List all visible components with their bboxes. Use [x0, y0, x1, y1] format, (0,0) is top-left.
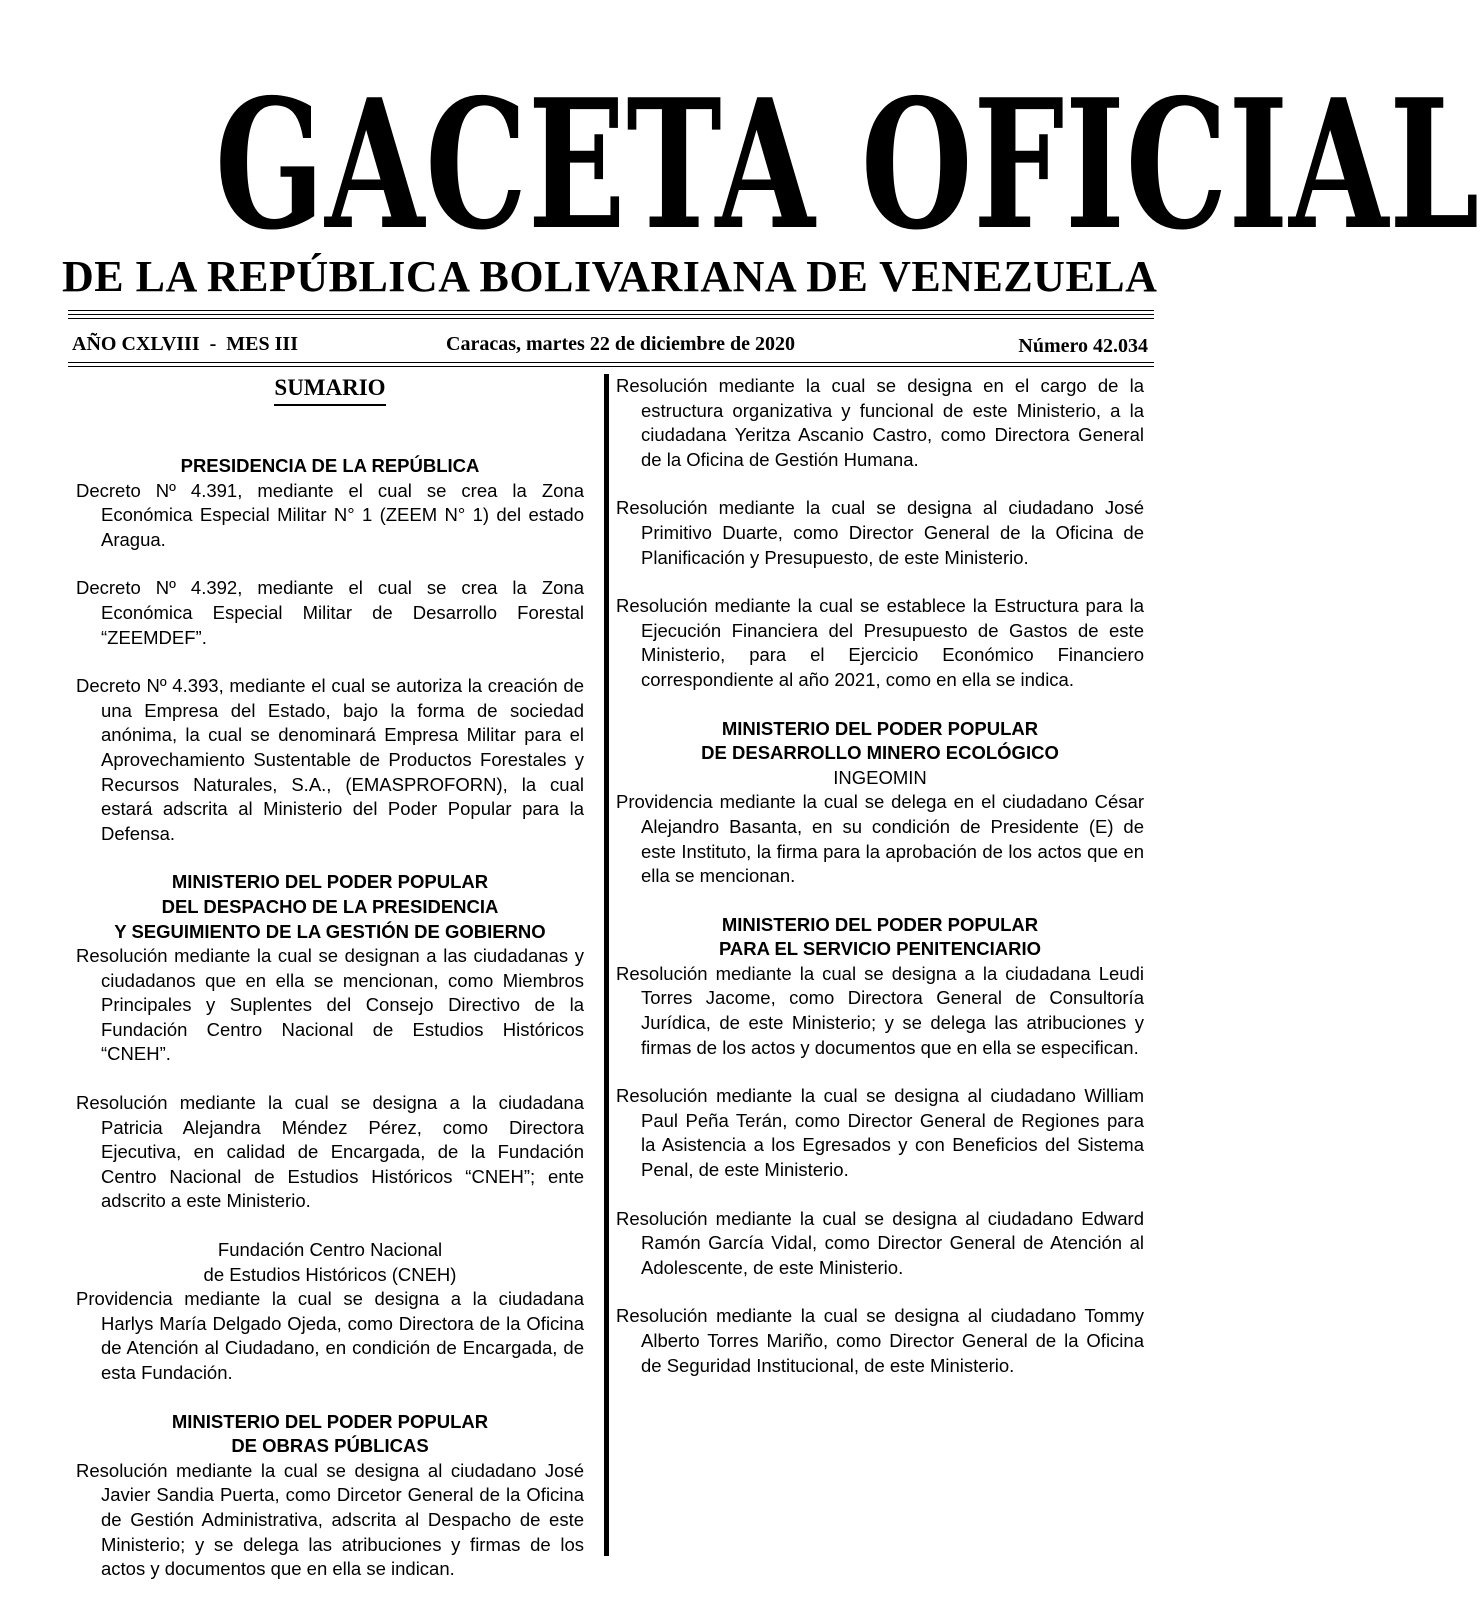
section-heading: MINISTERIO DEL PODER POPULAR [721, 717, 1039, 739]
summary-entry: Resolución mediante la cual se designa al ciudadano Tommy Alberto Torres Mariño, como Director General de la Oficina de Seguridad Institucional, de este Ministerio. [616, 1305, 1144, 1376]
summary-entry: Resolución mediante la cual se designa al ciudadano William Paul Peña Terán, como Director General de Regiones para la Asistencia a los Egresados y con Beneficios del Sistema Penal, de este Ministerio. [616, 1085, 1144, 1181]
subsection-heading: INGEOMIN [833, 766, 927, 788]
subsection-heading: de Estudios Históricos (CNEH) [203, 1263, 457, 1285]
section-heading: MINISTERIO DEL PODER POPULAR [721, 913, 1039, 935]
summary-entry: Resolución mediante la cual se designa al ciudadano José Primitivo Duarte, como Director General de la Oficina de Planificación y Presupuesto, de este Ministerio. [616, 497, 1144, 568]
section-heading: DEL DESPACHO DE LA PRESIDENCIA [161, 895, 499, 917]
issue-date: Caracas, martes 22 de diciembre de 2020 [446, 333, 796, 355]
summary-column-right [616, 374, 1144, 1402]
summary-entry: Providencia mediante la cual se designa a la ciudadana Harlys María Delgado Ojeda, como Directora de la Oficina de Atención al Ciudadano, en condición de Encargada, de esta Fundación. [76, 1288, 584, 1383]
summary-entry: Resolución mediante la cual se establece la Estructura para la Ejecución Financiera del Presupuesto de Gastos de este Ministerio, para el Ejercicio Económico Financiero correspondiente al año 2021, como en ella se indica. [616, 595, 1144, 690]
summary-entry: Resolución mediante la cual se designa a la ciudadana Leudi Torres Jacome, como Directora General de Consultoría Jurídica, de este Ministerio; y se delega las atribuciones y firmas de los actos y documentos que en ella se especifican. [616, 962, 1144, 1058]
issue-info-line [68, 333, 1154, 359]
summary-entry: Providencia mediante la cual se delega en el ciudadano César Alejandro Basanta, en su condición de Presidente (E) de este Instituto, la firma para la aprobación de los actos que en ella se mencionan. [616, 791, 1144, 887]
summary-entry: Resolución mediante la cual se designa a la ciudadana Patricia Alejandra Méndez Pérez, como Directora Ejecutiva, en calidad de Encargada, de la Fundación Centro Nacional de Estudios Históricos “CNEH”; ente adscrito a este Ministerio. [76, 1092, 584, 1212]
masthead-title: GACETA OFICIAL [214, 60, 1480, 269]
section-heading: PRESIDENCIA DE LA REPÚBLICA [180, 455, 480, 476]
summary-entry: Resolución mediante la cual se designan a las ciudadanas y ciudadanos que en ella se mencionan, como Miembros Principales y Suplentes del Consejo Directivo de la Fundación Centro Nacional de Estudios Históricos “CNEH”. [76, 945, 584, 1065]
summary-column-left [76, 374, 584, 1606]
summary-entry: Resolución mediante la cual se designa en el cargo de la estructura organizativa y funcional de este Ministerio, a la ciudadana Yeritza Ascanio Castro, como Directora General de la Oficina de Gestión Humana. [616, 375, 1144, 470]
summary-title: SUMARIO [76, 374, 584, 406]
summary-entry: Decreto Nº 4.392, mediante el cual se crea la Zona Económica Especial Militar de Desarrollo Forestal “ZEEMDEF”. [76, 577, 584, 648]
issue-number: Número 42.034 [1018, 335, 1148, 357]
summary-entry: Resolución mediante la cual se designa al ciudadano Edward Ramón García Vidal, como Director General de Atención al Adolescente, de este Ministerio. [616, 1207, 1144, 1278]
section-heading: DE OBRAS PÚBLICAS [231, 1435, 429, 1457]
section-heading: MINISTERIO DEL PODER POPULAR [171, 1410, 489, 1432]
section-heading: DE DESARROLLO MINERO ECOLÓGICO [701, 742, 1059, 764]
masthead-subtitle: DE LA REPÚBLICA BOLIVARIANA DE VENEZUELA [62, 252, 1158, 301]
summary-entry: Decreto Nº 4.391, mediante el cual se crea la Zona Económica Especial Militar N° 1 (ZEEM N° 1) del estado Aragua. [76, 479, 584, 550]
header-rule-bottom [68, 362, 1154, 370]
summary-entry: Decreto Nº 4.393, mediante el cual se autoriza la creación de una Empresa del Estado, bajo la forma de sociedad anónima, la cual se denominará Empresa Militar para el Aprovechamiento Sustentable de Productos Forestales y Recursos Naturales, S.A., (EMASPROFORN), la cual estará adscrita al Ministerio del Poder Popular para la Defensa. [76, 675, 584, 844]
column-divider [604, 374, 609, 1556]
summary-entry: Resolución mediante la cual se designa al ciudadano José Javier Sandia Puerta, como Dircetor General de la Oficina de Gestión Administrativa, adscrita al Despacho de este Ministerio; y se delega las atribuciones y firmas de los actos y documentos que en ella se indican. [76, 1459, 584, 1580]
header-rule-top [68, 310, 1154, 322]
section-heading: PARA EL SERVICIO PENITENCIARIO [718, 938, 1042, 960]
issue-year-month: AÑO CXLVIII - MES III [72, 333, 298, 355]
section-heading: Y SEGUIMIENTO DE LA GESTIÓN DE GOBIERNO [114, 920, 546, 942]
subsection-heading: Fundación Centro Nacional [217, 1239, 443, 1261]
section-heading: MINISTERIO DEL PODER POPULAR [171, 871, 489, 893]
